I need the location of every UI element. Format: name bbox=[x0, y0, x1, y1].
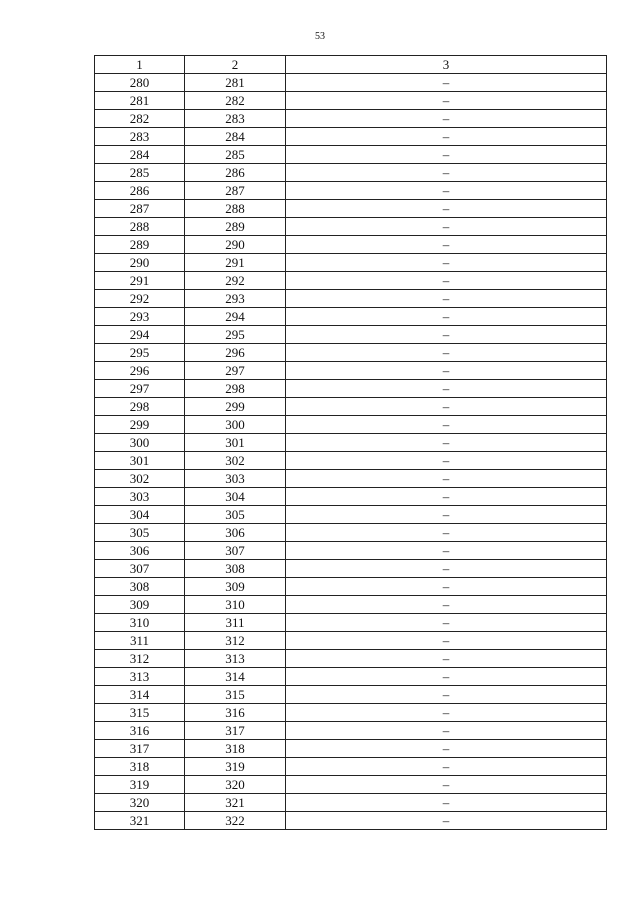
table-cell-col2: 314 bbox=[185, 668, 286, 686]
column-header-3: 3 bbox=[286, 56, 607, 74]
table-row bbox=[95, 344, 607, 362]
table-cell-col2: 293 bbox=[185, 290, 286, 308]
table-cell-col3: – bbox=[286, 650, 607, 668]
column-header-1: 1 bbox=[95, 56, 185, 74]
table-cell-col1: 287 bbox=[95, 200, 185, 218]
table-cell-col3: – bbox=[286, 812, 607, 830]
table-cell-col2: 298 bbox=[185, 380, 286, 398]
table-cell-col1: 282 bbox=[95, 110, 185, 128]
table-cell-col2: 313 bbox=[185, 650, 286, 668]
table-row bbox=[95, 758, 607, 776]
table-cell-col3: – bbox=[286, 578, 607, 596]
table-cell-col3: – bbox=[286, 182, 607, 200]
table-row bbox=[95, 524, 607, 542]
table-cell-col1: 306 bbox=[95, 542, 185, 560]
table-cell-col3: – bbox=[286, 128, 607, 146]
table-cell-col2: 321 bbox=[185, 794, 286, 812]
table-cell-col2: 286 bbox=[185, 164, 286, 182]
table-cell-col1: 300 bbox=[95, 434, 185, 452]
table-cell-col2: 301 bbox=[185, 434, 286, 452]
table-row bbox=[95, 794, 607, 812]
table-cell-col1: 298 bbox=[95, 398, 185, 416]
table-cell-col1: 320 bbox=[95, 794, 185, 812]
table-cell-col1: 283 bbox=[95, 128, 185, 146]
table-cell-col3: – bbox=[286, 686, 607, 704]
table-cell-col3: – bbox=[286, 740, 607, 758]
table-cell-col2: 311 bbox=[185, 614, 286, 632]
table-cell-col2: 287 bbox=[185, 182, 286, 200]
table-cell-col1: 301 bbox=[95, 452, 185, 470]
column-header-2: 2 bbox=[185, 56, 286, 74]
table-cell-col1: 314 bbox=[95, 686, 185, 704]
table-row bbox=[95, 272, 607, 290]
table-cell-col2: 316 bbox=[185, 704, 286, 722]
table-cell-col1: 297 bbox=[95, 380, 185, 398]
table-cell-col3: – bbox=[286, 92, 607, 110]
table-cell-col3: – bbox=[286, 776, 607, 794]
table-cell-col1: 292 bbox=[95, 290, 185, 308]
table-row bbox=[95, 704, 607, 722]
table-row bbox=[95, 326, 607, 344]
table-cell-col1: 295 bbox=[95, 344, 185, 362]
table-cell-col1: 316 bbox=[95, 722, 185, 740]
table-cell-col3: – bbox=[286, 272, 607, 290]
page-number: 53 bbox=[315, 31, 325, 42]
table-cell-col2: 295 bbox=[185, 326, 286, 344]
table-cell-col1: 317 bbox=[95, 740, 185, 758]
table-cell-col3: – bbox=[286, 344, 607, 362]
table-cell-col2: 290 bbox=[185, 236, 286, 254]
table-cell-col2: 283 bbox=[185, 110, 286, 128]
table-cell-col2: 307 bbox=[185, 542, 286, 560]
table-row bbox=[95, 200, 607, 218]
table-row bbox=[95, 92, 607, 110]
table-row bbox=[95, 560, 607, 578]
table-row bbox=[95, 506, 607, 524]
table-row bbox=[95, 686, 607, 704]
table-row bbox=[95, 632, 607, 650]
table-row bbox=[95, 776, 607, 794]
table-cell-col2: 281 bbox=[185, 74, 286, 92]
table-cell-col3: – bbox=[286, 254, 607, 272]
table-cell-col3: – bbox=[286, 146, 607, 164]
table-cell-col3: – bbox=[286, 218, 607, 236]
table-cell-col1: 311 bbox=[95, 632, 185, 650]
table-row bbox=[95, 290, 607, 308]
table-cell-col1: 319 bbox=[95, 776, 185, 794]
table-cell-col3: – bbox=[286, 290, 607, 308]
table-cell-col1: 308 bbox=[95, 578, 185, 596]
table-header bbox=[95, 56, 607, 74]
header-row bbox=[95, 56, 607, 74]
table-cell-col1: 318 bbox=[95, 758, 185, 776]
table-row bbox=[95, 812, 607, 830]
table-cell-col2: 304 bbox=[185, 488, 286, 506]
table-cell-col1: 303 bbox=[95, 488, 185, 506]
table-row bbox=[95, 452, 607, 470]
table-row bbox=[95, 488, 607, 506]
table-cell-col3: – bbox=[286, 560, 607, 578]
table-row bbox=[95, 308, 607, 326]
table-cell-col2: 308 bbox=[185, 560, 286, 578]
table-row bbox=[95, 596, 607, 614]
table-cell-col2: 284 bbox=[185, 128, 286, 146]
table-cell-col3: – bbox=[286, 506, 607, 524]
table-row bbox=[95, 128, 607, 146]
table-cell-col3: – bbox=[286, 596, 607, 614]
table-cell-col2: 303 bbox=[185, 470, 286, 488]
table-cell-col1: 315 bbox=[95, 704, 185, 722]
table-cell-col3: – bbox=[286, 704, 607, 722]
table-cell-col3: – bbox=[286, 308, 607, 326]
table-cell-col2: 306 bbox=[185, 524, 286, 542]
table-row bbox=[95, 740, 607, 758]
table-row bbox=[95, 254, 607, 272]
table-cell-col1: 280 bbox=[95, 74, 185, 92]
table-row bbox=[95, 542, 607, 560]
table-cell-col1: 288 bbox=[95, 218, 185, 236]
table-cell-col3: – bbox=[286, 542, 607, 560]
table-cell-col3: – bbox=[286, 632, 607, 650]
table-cell-col1: 290 bbox=[95, 254, 185, 272]
table-cell-col3: – bbox=[286, 416, 607, 434]
table-row bbox=[95, 164, 607, 182]
table-cell-col2: 291 bbox=[185, 254, 286, 272]
table-cell-col3: – bbox=[286, 614, 607, 632]
table-cell-col1: 302 bbox=[95, 470, 185, 488]
table-cell-col2: 310 bbox=[185, 596, 286, 614]
table-cell-col1: 312 bbox=[95, 650, 185, 668]
table-cell-col3: – bbox=[286, 488, 607, 506]
table-cell-col2: 302 bbox=[185, 452, 286, 470]
table-cell-col2: 288 bbox=[185, 200, 286, 218]
table-cell-col2: 289 bbox=[185, 218, 286, 236]
table-cell-col3: – bbox=[286, 452, 607, 470]
table-cell-col1: 281 bbox=[95, 92, 185, 110]
table-cell-col1: 286 bbox=[95, 182, 185, 200]
table-row bbox=[95, 74, 607, 92]
table-body bbox=[95, 74, 607, 830]
table-cell-col3: – bbox=[286, 470, 607, 488]
table-cell-col1: 291 bbox=[95, 272, 185, 290]
table-cell-col3: – bbox=[286, 722, 607, 740]
table-cell-col2: 318 bbox=[185, 740, 286, 758]
table-cell-col2: 297 bbox=[185, 362, 286, 380]
table-cell-col2: 292 bbox=[185, 272, 286, 290]
table-cell-col1: 284 bbox=[95, 146, 185, 164]
table-cell-col2: 309 bbox=[185, 578, 286, 596]
table-cell-col2: 282 bbox=[185, 92, 286, 110]
table-row bbox=[95, 182, 607, 200]
table-cell-col1: 321 bbox=[95, 812, 185, 830]
table-cell-col2: 317 bbox=[185, 722, 286, 740]
table-row bbox=[95, 668, 607, 686]
table-cell-col1: 310 bbox=[95, 614, 185, 632]
table-row bbox=[95, 110, 607, 128]
table-cell-col3: – bbox=[286, 74, 607, 92]
table-cell-col2: 320 bbox=[185, 776, 286, 794]
table-cell-col2: 322 bbox=[185, 812, 286, 830]
table-cell-col1: 313 bbox=[95, 668, 185, 686]
table-cell-col3: – bbox=[286, 434, 607, 452]
table-cell-col1: 293 bbox=[95, 308, 185, 326]
table-cell-col3: – bbox=[286, 110, 607, 128]
table-row bbox=[95, 146, 607, 164]
table-cell-col3: – bbox=[286, 524, 607, 542]
table-cell-col3: – bbox=[286, 326, 607, 344]
table-row bbox=[95, 434, 607, 452]
table-cell-col3: – bbox=[286, 380, 607, 398]
table-cell-col2: 299 bbox=[185, 398, 286, 416]
table-cell-col1: 309 bbox=[95, 596, 185, 614]
table-cell-col3: – bbox=[286, 758, 607, 776]
table-cell-col3: – bbox=[286, 794, 607, 812]
table-cell-col2: 315 bbox=[185, 686, 286, 704]
table-row bbox=[95, 236, 607, 254]
table-cell-col2: 312 bbox=[185, 632, 286, 650]
table-cell-col1: 294 bbox=[95, 326, 185, 344]
table-cell-col2: 300 bbox=[185, 416, 286, 434]
table-cell-col2: 319 bbox=[185, 758, 286, 776]
table-row bbox=[95, 470, 607, 488]
table-cell-col1: 299 bbox=[95, 416, 185, 434]
table-cell-col3: – bbox=[286, 200, 607, 218]
table-cell-col2: 305 bbox=[185, 506, 286, 524]
table-cell-col1: 285 bbox=[95, 164, 185, 182]
table-cell-col3: – bbox=[286, 362, 607, 380]
table-row bbox=[95, 398, 607, 416]
table-cell-col1: 304 bbox=[95, 506, 185, 524]
table-row bbox=[95, 650, 607, 668]
table-cell-col1: 289 bbox=[95, 236, 185, 254]
table-row bbox=[95, 218, 607, 236]
table-cell-col3: – bbox=[286, 398, 607, 416]
table-row bbox=[95, 614, 607, 632]
table-cell-col1: 296 bbox=[95, 362, 185, 380]
table-cell-col1: 305 bbox=[95, 524, 185, 542]
table-row bbox=[95, 578, 607, 596]
table-cell-col3: – bbox=[286, 236, 607, 254]
table-cell-col3: – bbox=[286, 668, 607, 686]
table-row bbox=[95, 380, 607, 398]
table-row bbox=[95, 416, 607, 434]
table-cell-col2: 294 bbox=[185, 308, 286, 326]
table-cell-col3: – bbox=[286, 164, 607, 182]
table-row bbox=[95, 362, 607, 380]
table-cell-col2: 296 bbox=[185, 344, 286, 362]
table-row bbox=[95, 722, 607, 740]
table-cell-col1: 307 bbox=[95, 560, 185, 578]
data-table bbox=[94, 55, 607, 830]
table-cell-col2: 285 bbox=[185, 146, 286, 164]
